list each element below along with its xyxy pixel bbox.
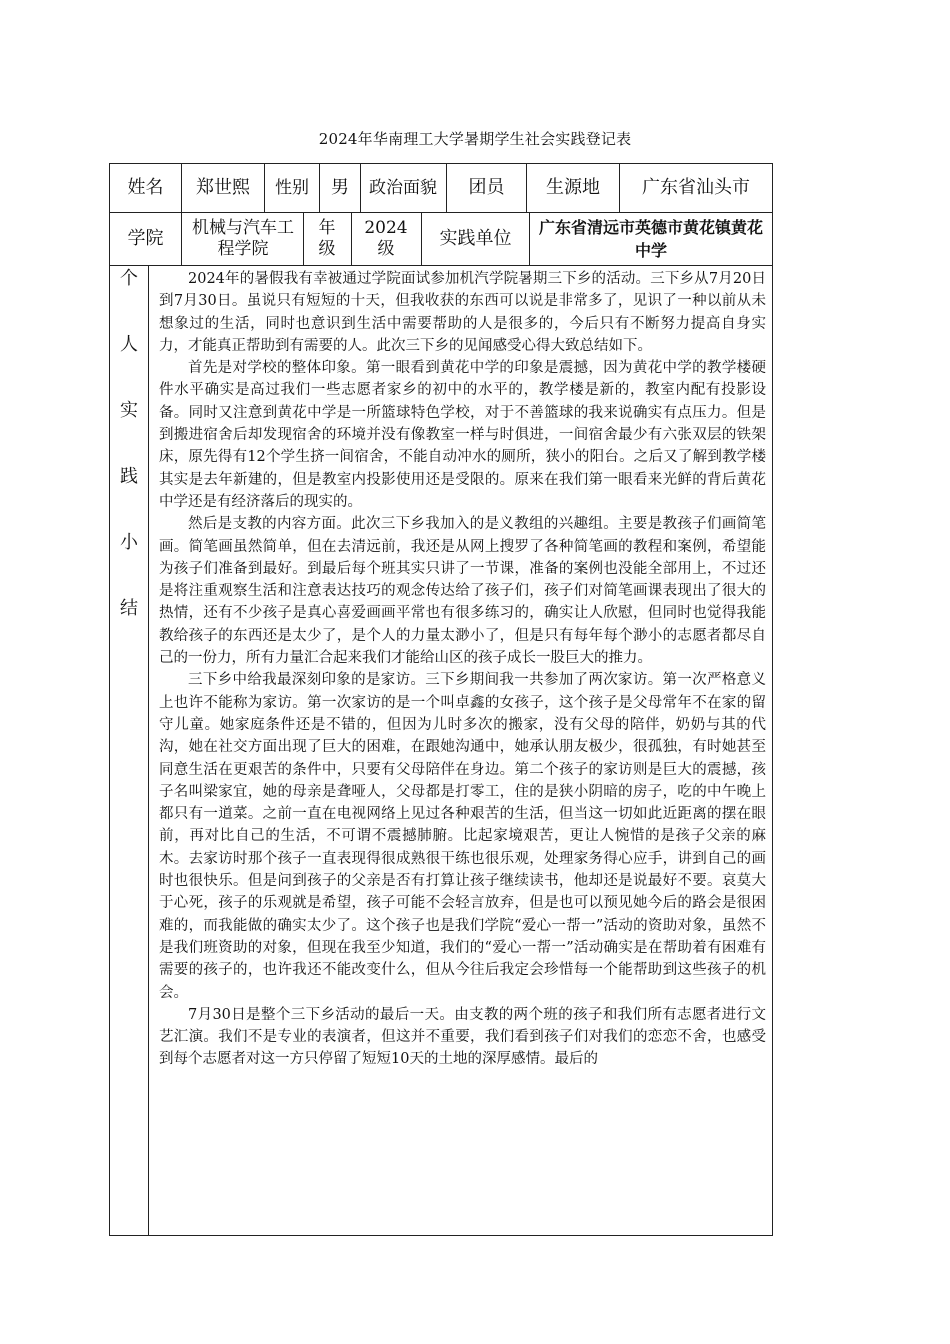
college-label: 学院 <box>127 228 164 249</box>
origin-value: 广东省汕头市 <box>642 177 750 198</box>
grid-line <box>351 212 352 265</box>
summary-paragraph: 2024年的暑假我有幸被通过学院面试参加机汽学院暑期三下乡的活动。三下乡从7月20日到7月30日。虽说只有短短的十天，但我收获的东西可以说是非常多了，见识了一种以前从未想象过的生活，同时也意识到生活中需要帮助的人是很多的，今后只有不断努力提高自身实力，才能真正帮助到有需要的人。此次三下乡的见闻感受心得大致总结如下。 <box>159 271 766 354</box>
grade-label: 年级 <box>318 218 336 259</box>
gender-value: 男 <box>331 177 349 198</box>
registration-form <box>109 163 773 1236</box>
grade-value: 2024级 <box>364 218 408 259</box>
summary-label-char: 践 <box>120 466 138 487</box>
grid-line <box>264 164 265 212</box>
summary-paragraph: 首先是对学校的整体印象。第一眼看到黄花中学的印象是震撼，因为黄花中学的教学楼硬件水平确实是高过我们一些志愿者家乡的初中的水平的，教学楼是新的，教室内配有投影设备。同时又注意到黄花中学是一所篮球特色学校，对于不善篮球的我来说确实有点压力。但是到搬进宿舍后却发现宿舍的环境并没有像教室一样与时俱进，一间宿舍最少有六张双层的铁架床，原先得有12个学生挤一间宿舍，不能自动冲水的厕所，狭小的阳台。之后又了解到教学楼其实是去年新建的，但是教室内投影使用还是受限的。原来在我们第一眼看来光鲜的背后黄花中学还是有经济落后的现实的。 <box>159 360 766 510</box>
summary-label-char: 实 <box>120 400 138 421</box>
row-divider-2 <box>110 265 772 266</box>
summary-label-char: 人 <box>120 334 138 355</box>
summary-paragraph: 三下乡中给我最深刻印象的是家访。三下乡期间我一共参加了两次家访。第一次严格意义上也许不能称为家访。第一次家访的是一个叫卓鑫的女孩子，这个孩子是父母常年不在家的留守儿童。她家庭条件还是不错的，但因为儿时多次的搬家，没有父母的陪伴，奶奶与其的代沟，她在社交方面出现了巨大的困难，在跟她沟通中，她承认朋友极少，很孤独，有时她甚至同意生活在更艰苦的条件中，只要有父母陪伴在身边。第二个孩子的家访则是巨大的震撼，孩子名叫梁家宜，她的母亲是聋哑人，父母都是打零工，住的是狭小阴暗的房子，吃的中午晚上都只有一道菜。之前一直在电视网络上见过各种艰苦的生活，但当这一切如此近距离的摆在眼前，再对比自己的生活，不可谓不震撼肺腑。比起家境艰苦，更让人惋惜的是孩子父亲的麻木。去家访时那个孩子一直表现得很成熟很干练也很乐观，处理家务得心应手，讲到自己的画时也很快乐。但是问到孩子的父亲是否有打算让孩子继续读书，他却还是说最好不要。哀莫大于心死，孩子的乐观就是希望，孩子可能不会轻言放弃，但是也可以预见她今后的路会是很困难的，而我能做的确实太少了。这个孩子也是我们学院“爱心一帮一”活动的资助对象，虽然不是我们班资助的对象，但现在我至少知道，我们的“爱心一帮一”活动确实是在帮助着有困难有需要的孩子的，也许我还不能改变什么，但从今往后我定会珍惜每一个能帮助到这些孩子的机会。 <box>159 672 766 1001</box>
political-value: 团员 <box>468 177 505 198</box>
summary-label-char: 结 <box>120 598 138 619</box>
gender-label: 性别 <box>275 177 309 198</box>
college-value: 机械与汽车工程学院 <box>192 218 294 259</box>
grid-line <box>529 212 530 265</box>
unit-label: 实践单位 <box>439 228 512 249</box>
summary-label-char: 小 <box>120 532 138 553</box>
summary-paragraph: 然后是支教的内容方面。此次三下乡我加入的是义教组的兴趣组。主要是教孩子们画简笔画。简笔画虽然简单，但在去清远前，我还是从网上搜罗了各种简笔画的教程和案例，希望能为孩子们准备到最好。到最后每个班其实只讲了一节课，准备的案例也没能全部用上，不过还是将注重观察生活和注意表达技巧的观念传达给了孩子们，孩子们对简笔画课表现出了很大的热情，还有不少孩子是真心喜爱画画平常也有很多练习的，确实让人欣慰，但同时也觉得我能教给孩子的东西还是太少了，是个人的力量太渺小了，但是只有每年每个渺小的志愿者都尽自己的一份力，所有力量汇合起来我们才能给山区的孩子成长一股巨大的推力。 <box>159 516 766 667</box>
page-title: 2024年华南理工大学暑期学生社会实践登记表 <box>318 130 632 148</box>
grid-line <box>360 164 361 212</box>
grid-line <box>181 212 182 265</box>
summary-text <box>159 268 766 1071</box>
summary-label-char: 个 <box>120 268 138 289</box>
summary-label <box>110 266 148 1237</box>
name-value: 郑世熙 <box>196 177 250 198</box>
summary-divider <box>148 265 149 1236</box>
unit-value: 广东省清远市英德市黄花镇黄花中学 <box>538 218 763 260</box>
grid-line <box>303 212 304 265</box>
origin-label: 生源地 <box>546 177 600 198</box>
name-label: 姓名 <box>127 177 164 198</box>
summary-paragraph: 7月30日是整个三下乡活动的最后一天。由支教的两个班的孩子和我们所有志愿者进行文艺汇演。我们不是专业的表演者，但这并不重要，我们看到孩子们对我们的恋恋不舍，也感受到每个志愿者对这一方只停留了短短10天的土地的深厚感情。最后的 <box>159 1006 766 1068</box>
political-label: 政治面貌 <box>369 177 437 198</box>
